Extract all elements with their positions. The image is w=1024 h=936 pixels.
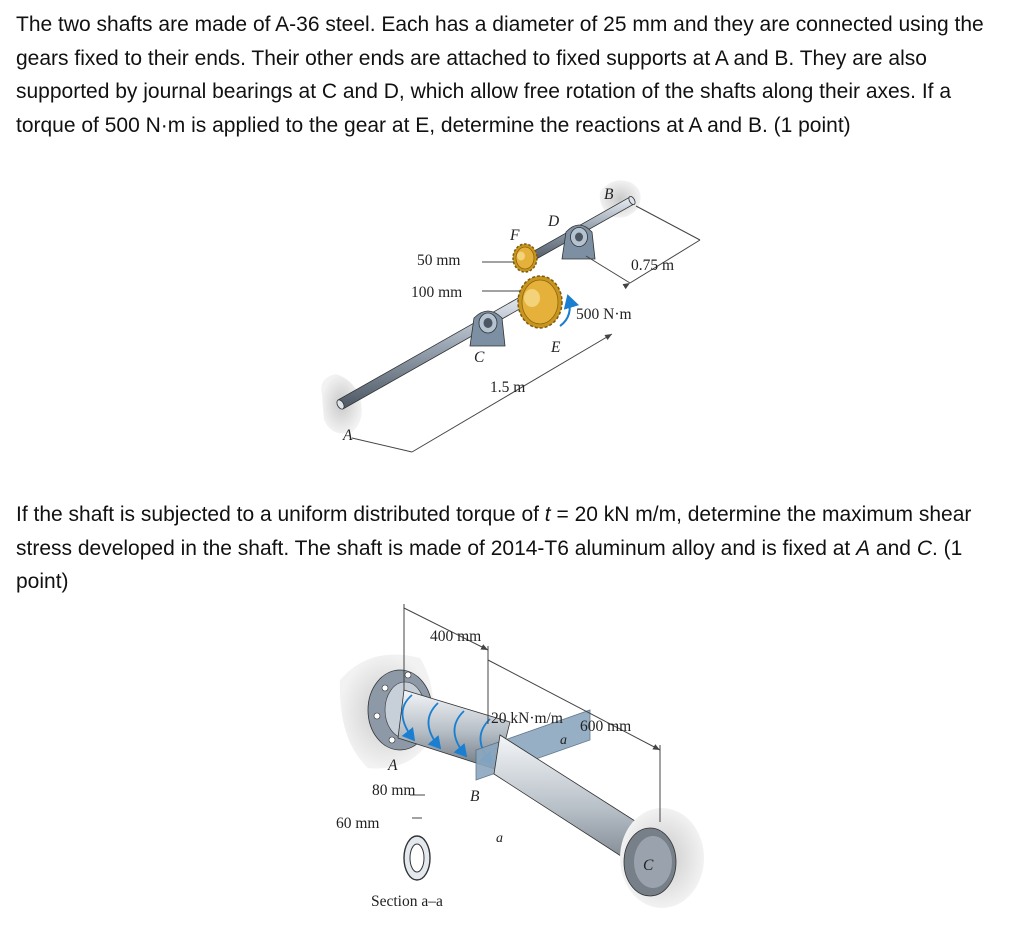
distributed-torque-label: 20 kN·m/m — [491, 710, 563, 727]
journal-bearing-D — [562, 225, 595, 259]
label-C2: C — [643, 857, 654, 874]
dim-length-long: 1.5 m — [490, 379, 526, 396]
applied-torque-label: 500 N·m — [576, 306, 632, 323]
gear-F-small — [513, 244, 537, 272]
label-E: E — [551, 339, 561, 356]
label-A: A — [343, 427, 353, 444]
label-B: B — [604, 186, 614, 203]
torque-symbol-t: t — [544, 503, 551, 526]
dim-gear-radius-large: 100 mm — [411, 284, 463, 301]
section-caption: Section a–a — [371, 893, 443, 910]
figure-1-gear-shafts — [321, 180, 700, 452]
dim-length-400: 400 mm — [430, 628, 482, 645]
label-A2: A — [388, 757, 398, 774]
section-mark-a-top: a — [560, 733, 567, 748]
section-a-a-inset — [404, 795, 430, 880]
label-C: C — [474, 349, 485, 366]
section-mark-a-bottom: a — [496, 831, 503, 846]
gear-E-large — [518, 276, 562, 328]
label-F: F — [510, 227, 520, 244]
figure-2-distributed-torque — [336, 604, 704, 910]
dim-length-short: 0.75 m — [631, 257, 675, 274]
dim-outer-diameter: 80 mm — [372, 782, 416, 799]
support-A-ref: A — [856, 536, 871, 560]
problem-1-text: The two shafts are made of A-36 steel. Each has a diameter of 25 mm and they are connected using the gears fixed to their ends. Their other ends are attached to fixed supports at A and B. They are also supported by journal bearings at C and D, which allow free rotation of the shafts along their axes. If a torque of 500 N·m is applied to the gear at E, determine the reactions at A and B. (1 point) — [16, 13, 984, 137]
problem-2-text-end: . (1 point) — [16, 536, 963, 593]
problem-2-text-before: If the shaft is subjected to a uniform distributed torque of — [16, 503, 545, 526]
label-D: D — [548, 213, 560, 230]
dim-inner-diameter: 60 mm — [336, 815, 380, 832]
dim-gear-radius-small: 50 mm — [417, 252, 461, 269]
label-B2: B — [470, 788, 480, 805]
journal-bearing-C — [470, 311, 505, 346]
problem-2-text-after: = 20 kN m/m, determine the maximum shear stress developed in the shaft. The shaft is made of 2014-T6 aluminum alloy and is fixed at — [16, 503, 972, 560]
dim-length-600: 600 mm — [580, 718, 632, 735]
support-C-ref: C — [916, 536, 932, 560]
fixed-support-C — [620, 808, 704, 908]
problem-2-text-and: and — [870, 536, 917, 560]
